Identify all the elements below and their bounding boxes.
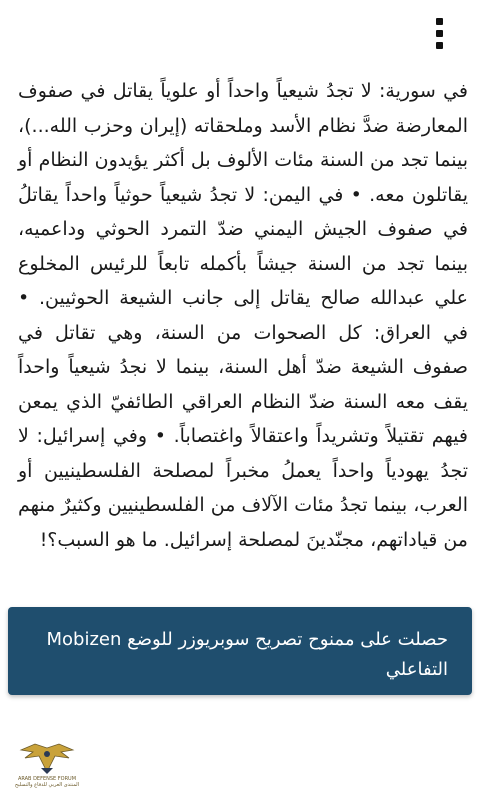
top-app-bar [0,0,480,60]
article-text: في سورية: لا تجدُ شيعياً واحداً أو علوياً يقاتل في صفوف المعارضة ضدَّ نظام الأسد وملحقاته (إيران وحزب الله...)، بينما تجد من السنة مئات الألوف بل أكثر يؤيدون النظام أو يقاتلون معه. • في اليمن: لا تجدُ شيعياً حوثياً واحداً يقاتلُ في صفوف الجيش اليمني ضدّ التمرد الحوثي وداعميه، بينما تجد من السنة جيشاً بأكمله تابعاً للرئيس المخلوع علي عبدالله صالح يقاتل إلى جانب الشيعة الحوثيين. • في العراق: كل الصحوات من السنة، وهي تقاتل في صفوف الشيعة ضدّ أهل السنة، بينما لا نجدُ شيعياً واحداً يقف معه السنة ضدّ النظام العراقي الطائفيّ الذي يمعن فيهم تقتيلاً وتشريداً واعتقالاً واغتصاباً. • وفي إسرائيل: لا تجدُ يهودياً واحداً يعملُ مخبراً لمصلحة الفلسطينيين أو العرب، بينما تجدُ مئات الآلاف من الفلسطينيين وكثيرٌ منهم من قياداتهم، مجنّدينَ لمصلحة إسرائيل. ما هو السبب؟! [18,80,468,551]
superuser-toast [8,607,472,695]
forum-watermark [4,742,90,796]
menu-dot [436,42,443,49]
eagle-logo-icon [17,742,77,776]
menu-dot [436,30,443,37]
watermark-arabic: المنتدى العربي للدفاع والتسليح [14,782,80,788]
overflow-menu-icon[interactable] [436,18,444,50]
watermark-english: ARAB DEFENSE FORUM [17,776,77,782]
article-body [18,74,468,557]
menu-dot [436,18,443,25]
toast-message: حصلت على ممنوح تصريح سوبريوزر للوضع Mobizen التفاعلي [46,629,448,680]
